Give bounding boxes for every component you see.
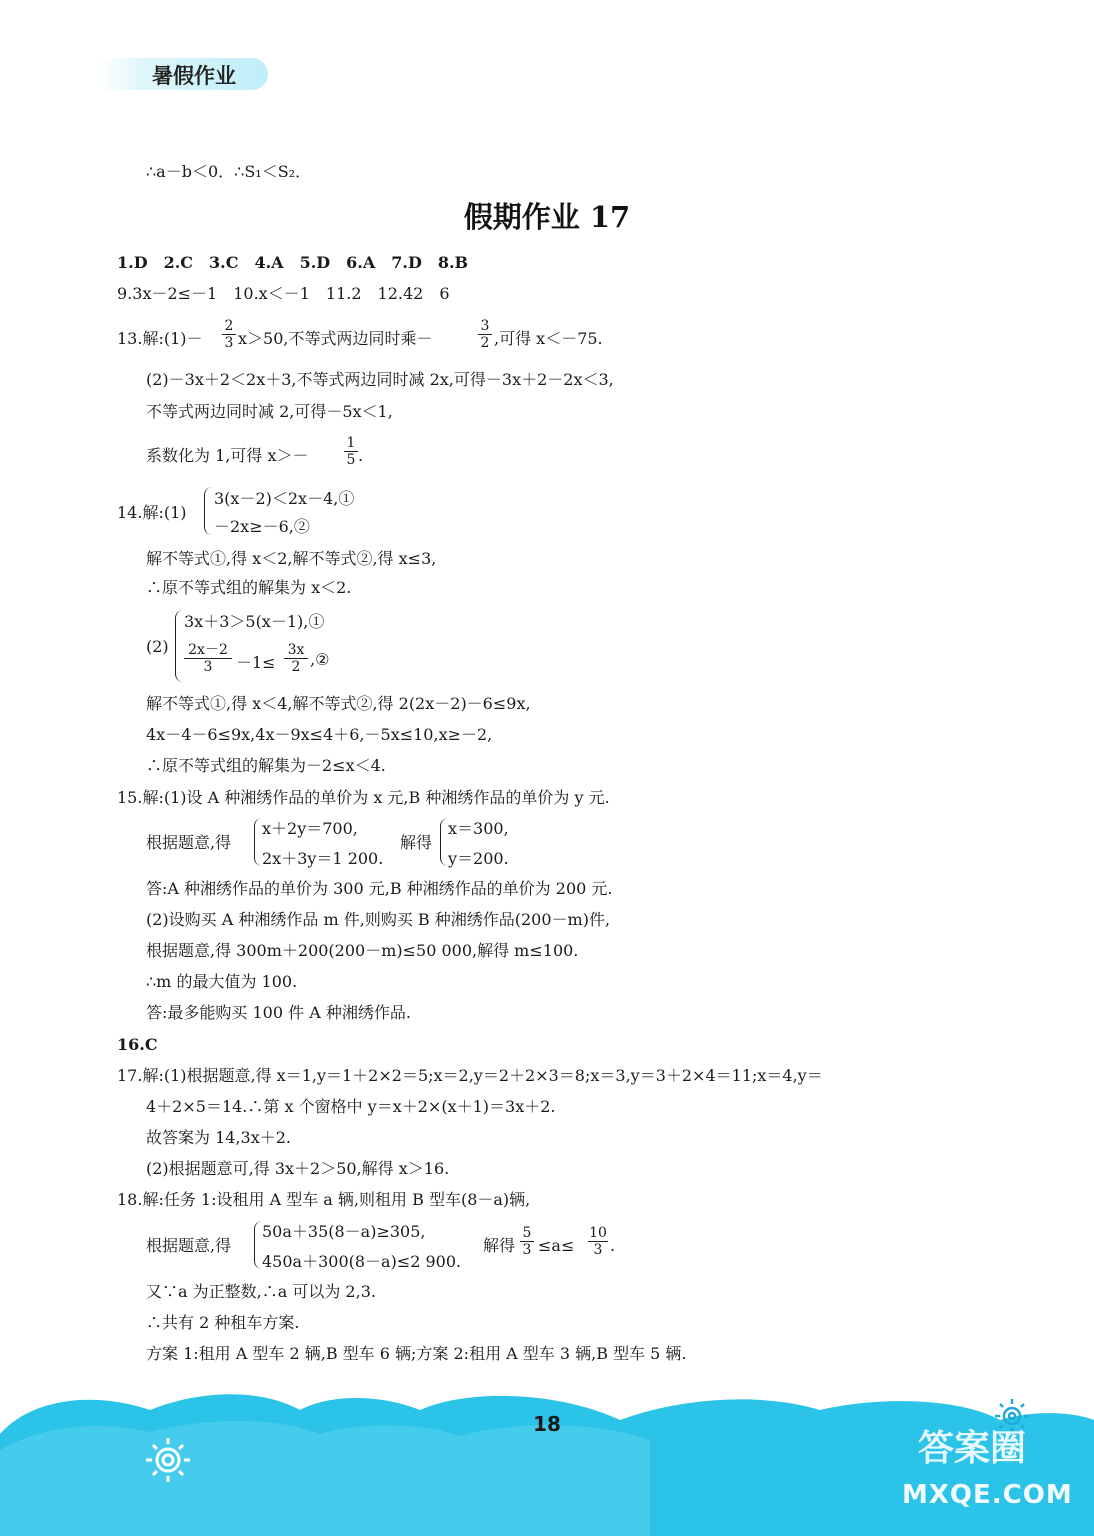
footer-wave-highlight [0,1421,650,1536]
watermark-site: MXQE.COM [902,1480,1073,1510]
q14-line4: 4x－4－6≤9x,4x－9x≤4＋6,－5x≤10,x≥－2, [146,725,493,744]
q13-line1a: 13.解:(1)－ [117,329,203,348]
q18-mid2: ≤a≤ [538,1236,575,1255]
q16: 16.C [117,1035,158,1054]
q15-s2: 2x＋3y＝1 200. [262,849,384,868]
q14-frac2: $\frac{3x}{2}$ [284,642,308,675]
q14-brace1 [204,487,213,535]
q15-pre: 根据题意,得 [146,833,232,852]
choice-answers: 1.D 2.C 3.C 4.A 5.D 6.A 7.D 8.B [117,253,469,272]
q14-sys2a: 3x＋3＞5(x－1),① [184,612,325,631]
q14-line3: 解不等式①,得 x＜4,解不等式②,得 2(2x－2)－6≤9x, [146,694,531,713]
q14-frac1: $\frac{2x-2}{3}$ [184,642,232,675]
q14-line2: ∴原不等式组的解集为 x＜2. [146,578,352,597]
q15-mid: 解得 [400,833,433,852]
q15-r2: y＝200. [448,849,509,868]
q15-line3: 答:A 种湘绣作品的单价为 300 元,B 种湘绣作品的单价为 200 元. [146,879,613,898]
q15-line5: 根据题意,得 300m＋200(200－m)≤50 000,解得 m≤100. [146,941,579,960]
q15-r1: x＝300, [448,819,509,838]
section-title: 假期作业 17 [463,200,631,234]
q13-line3: 不等式两边同时减 2,可得－5x＜1, [146,402,393,421]
q18-s1: 50a＋35(8－a)≥305, [262,1222,426,1241]
q14-line5: ∴原不等式组的解集为－2≤x＜4. [146,756,386,775]
q13-frac3: $\frac{1}{5}$ [344,435,358,468]
intro-line: ∴a－b＜0．∴S₁＜S₂． [146,162,312,181]
q14-brace2 [175,610,184,682]
q15-line7: 答:最多能购买 100 件 A 种湘绣作品. [146,1003,411,1022]
q14-sys2b-mid: －1≤ [236,653,276,672]
q18-pre: 根据题意,得 [146,1236,232,1255]
q14-sys1b: －2x≥－6,② [214,517,310,536]
q15-s1: x＋2y＝700, [262,819,358,838]
q18-line3: 又∵a 为正整数,∴a 可以为 2,3. [146,1282,376,1301]
q13-line1b: x＞50,不等式两边同时乘－ [238,329,433,348]
q17-line2: 4＋2×5＝14.∴第 x 个窗格中 y＝x＋2×(x＋1)＝3x＋2. [146,1097,556,1116]
fill-answers: 9.3x－2≤－1 10.x＜－1 11.2 12.42 6 [117,284,450,303]
q18-line1: 18.解:任务 1:设租用 A 型车 a 辆,则租用 B 型车(8－a)辆, [117,1190,531,1209]
q13-line2: (2)－3x＋2＜2x＋3,不等式两边同时减 2x,可得－3x＋2－2x＜3, [146,370,614,389]
q13-line4b: . [358,446,364,465]
page-number: 18 [533,1412,561,1436]
q15-line4: (2)设购买 A 种湘绣作品 m 件,则购买 B 种湘绣作品(200－m)件, [146,910,611,929]
q14-line1: 解不等式①,得 x＜2,解不等式②,得 x≤3, [146,549,437,568]
header-title: 暑假作业 [152,64,236,88]
q18-frac1: $\frac{5}{3}$ [520,1225,534,1258]
q17-line4: (2)根据题意可,得 3x＋2＞50,解得 x＞16. [146,1159,450,1178]
q14-sys1a: 3(x－2)＜2x－4,① [214,489,355,508]
q18-end: . [610,1236,616,1255]
q13-line4a: 系数化为 1,可得 x＞－ [146,446,309,465]
q15-line1: 15.解:(1)设 A 种湘绣作品的单价为 x 元,B 种湘绣作品的单价为 y 元. [117,788,610,807]
q14-sys2b-end: ,② [310,650,330,669]
q15-line6: ∴m 的最大值为 100. [146,972,298,991]
q18-frac2: $\frac{10}{3}$ [589,1225,607,1258]
q13-frac2: $\frac{3}{2}$ [478,318,492,351]
q17-line1: 17.解:(1)根据题意,得 x＝1,y＝1＋2×2＝5;x＝2,y＝2＋2×3＝8;x＝3,y＝3＋2×4＝11;x＝4,y＝ [117,1066,823,1085]
q13-line1c: ,可得 x＜－75. [494,329,603,348]
q13-frac1: $\frac{2}{3}$ [222,318,236,351]
q14-label: 14.解:(1) [117,503,187,522]
watermark-logo: 答案圈 [918,1428,1027,1469]
q18-line4: ∴共有 2 种租车方案. [146,1313,300,1332]
q18-mid: 解得 [483,1236,516,1255]
q17-line3: 故答案为 14,3x＋2. [146,1128,292,1147]
q14-label2: (2) [146,637,169,656]
q18-line5: 方案 1:租用 A 型车 2 辆,B 型车 6 辆;方案 2:租用 A 型车 3 辆,B 型车 5 辆. [146,1344,687,1363]
q18-s2: 450a＋300(8－a)≤2 900. [262,1252,462,1271]
